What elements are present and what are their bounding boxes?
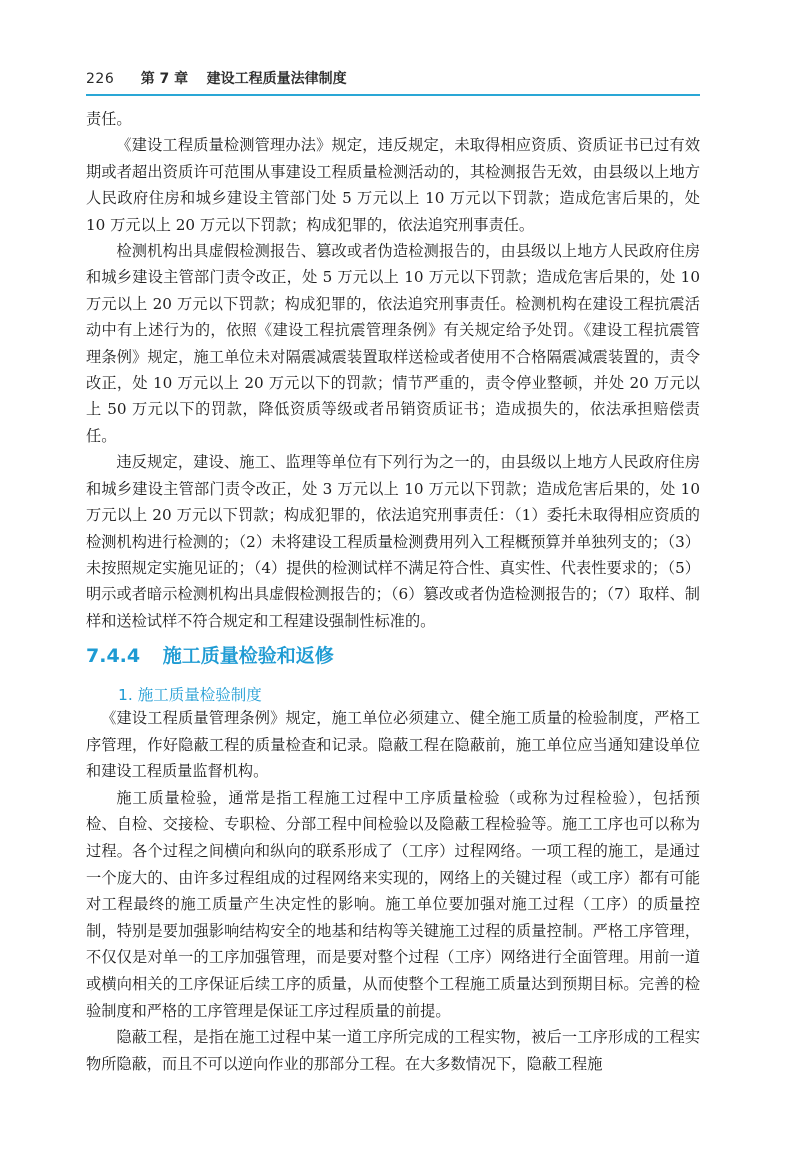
body-text-upper: [86, 106, 700, 634]
subsection-heading: 1. 施工质量检验制度: [118, 686, 262, 704]
body-text-lower: [86, 705, 700, 1077]
paragraph: 《建设工程质量检测管理办法》规定，违反规定，未取得相应资质、资质证书已过有效期或者超出资质许可范围从事建设工程质量检测活动的，其检测报告无效，由县级以上地方人民政府住房和城乡建设主管部门处 5 万元以上 10 万元以下罚款；造成危害后果的，处 10 万元以上 20 万元以下罚款；构成犯罪的，依法追究刑事责任。: [86, 136, 700, 234]
chapter-title: 建设工程质量法律制度: [206, 71, 347, 87]
paragraph: 施工质量检验，通常是指工程施工过程中工序质量检验（或称为过程检验），包括预检、自检、交接检、专职检、分部工程中间检验以及隐蔽工程检验等。施工工序也可以称为过程。各个过程之间横向和纵向的联系形成了（工序）过程网络。一项工程的施工，是通过一个庞大的、由许多过程组成的过程网络来实现的，网络上的关键过程（或工序）都有可能对工程最终的施工质量产生决定性的影响。施工单位要加强对施工过程（工序）的质量控制，特别是要加强影响结构安全的地基和结构等关键施工过程的质量控制。严格工序管理，不仅仅是对单一的工序加强管理，而是要对整个过程（工序）网络进行全面管理。用前一道或横向相关的工序保证后续工序的质量，从而使整个工程施工质量达到预期目标。完善的检验制度和严格的工序管理是保证工序过程质量的前提。: [86, 788, 700, 1020]
chapter-label: 第 7 章: [140, 71, 189, 87]
section-title: 施工质量检验和返修: [162, 645, 334, 667]
paragraph: 责任。: [86, 110, 132, 128]
header-divider: [86, 94, 700, 96]
section-heading: [86, 641, 700, 668]
paragraph: 检测机构出具虚假检测报告、篡改或者伪造检测报告的，由县级以上地方人民政府住房和城乡建设主管部门责令改正，处 5 万元以上 10 万元以下罚款；造成危害后果的，处 10 万元以上 20 万元以下罚款；构成犯罪的，依法追究刑事责任。检测机构在建设工程抗震活动中有上述行为的，依照《建设工程抗震管理条例》有关规定给予处罚。《建设工程抗震管理条例》规定，施工单位未对隔震减震装置取样送检或者使用不合格隔震减震装置的，责令改正，处 10 万元以上 20 万元以下的罚款；情节严重的，责令停业整顿，并处 20 万元以上 50 万元以下的罚款，降低资质等级或者吊销资质证书；造成损失的，依法承担赔偿责任。: [86, 242, 700, 445]
page-number: 226: [86, 71, 115, 87]
running-header: [86, 68, 698, 94]
section-number: 7.4.4: [86, 645, 141, 667]
paragraph: 隐蔽工程，是指在施工过程中某一道工序所完成的工程实物，被后一工序形成的工程实物所隐蔽，而且不可以逆向作业的那部分工程。在大多数情况下，隐蔽工程施: [86, 1028, 700, 1073]
paragraph: 《建设工程质量管理条例》规定，施工单位必须建立、健全施工质量的检验制度，严格工序管理，作好隐蔽工程的质量检查和记录。隐蔽工程在隐蔽前，施工单位应当通知建设单位和建设工程质量监督机构。: [86, 709, 700, 781]
paragraph: 违反规定，建设、施工、监理等单位有下列行为之一的，由县级以上地方人民政府住房和城乡建设主管部门责令改正，处 3 万元以上 10 万元以下罚款；造成危害后果的，处 10 万元以上 20 万元以下罚款；构成犯罪的，依法追究刑事责任：（1）委托未取得相应资质的检测机构进行检测的；（2）未将建设工程质量检测费用列入工程概预算并单独列支的；（3）未按照规定实施见证的；（4）提供的检测试样不满足符合性、真实性、代表性要求的；（5）明示或者暗示检测机构出具虚假检测报告的；（6）篡改或者伪造检测报告的；（7）取样、制样和送检试样不符合规定和工程建设强制性标准的。: [86, 453, 700, 630]
